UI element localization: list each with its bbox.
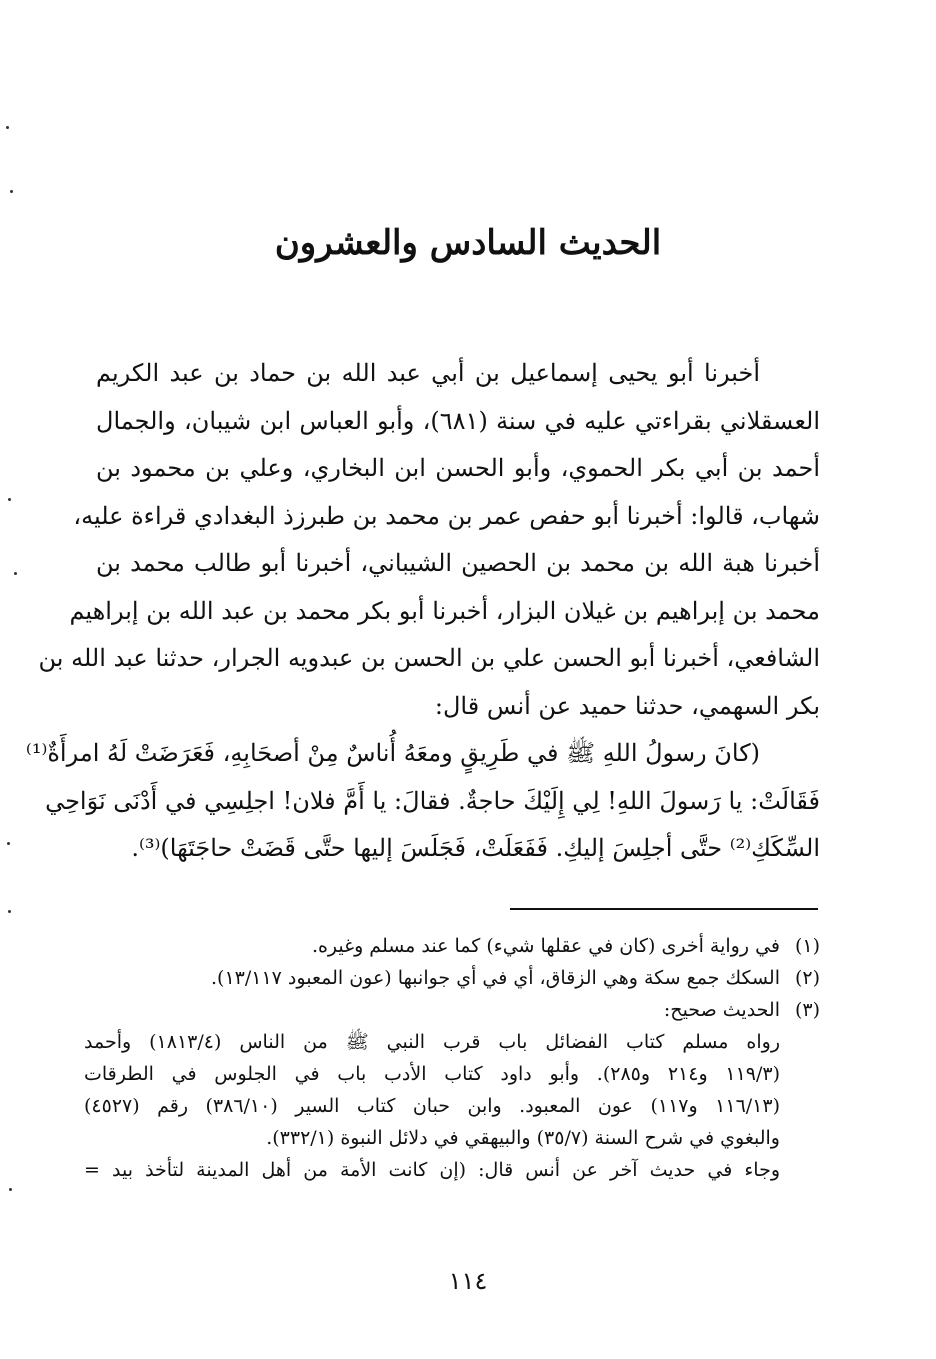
scan-speck (7, 842, 10, 845)
footnote-text: الحديث صحيح: (663, 999, 780, 1021)
text-line: بكر السهمي، حدثنا حميد عن أنس قال: (434, 691, 820, 720)
text-line: أحمد بن أبي بكر الحموي، وأبو الحسن ابن البخاري، وعلي بن محمود بن (96, 454, 820, 482)
footnote-number: (٣) (794, 999, 820, 1021)
hadith-line: (كانَ رسولُ اللهِ ﷺ في طَرِيقٍ ومعَهُ أُناسٌ مِنْ أصحَابِهِ، فَعَرَضَتْ لَهُ امرأَةٌ⁽¹⁾ (25, 739, 760, 767)
scan-speck (10, 190, 13, 193)
footnote-3 (84, 994, 820, 1026)
chapter-title: الحديث السادس والعشرون (274, 223, 662, 263)
text-line: أخبرنا هبة الله بن محمد بن الحصين الشيباني، أخبرنا أبو طالب محمد بن (96, 549, 820, 577)
text-line: العسقلاني بقراءتي عليه في سنة (٦٨١)، وأبو العباس ابن شيبان، والجمال (96, 406, 820, 435)
scan-speck (6, 126, 9, 129)
footnote-number: (١) (794, 935, 820, 957)
footnote-number: (٢) (794, 967, 820, 989)
text-line: محمد بن إبراهيم بن غيلان البزار، أخبرنا أبو بكر محمد بن عبد الله بن إبراهيم (69, 596, 820, 625)
text-line: الشافعي، أخبرنا أبو الحسن علي بن الحسن بن عبدويه الجرار، حدثنا عبد الله بن (38, 644, 820, 672)
text-line: شهاب، قالوا: أخبرنا أبو حفص عمر بن محمد بن طبرزذ البغدادي قراءة عليه، (73, 501, 820, 530)
hadith-line: فَقَالَتْ: يا رَسولَ اللهِ! لِي إِلَيْكَ حاجةٌ. فقالَ: يا أَمَّ فلان! اجلِسِي في أَدْنَى نَوَاحِي (45, 786, 820, 815)
footnote-body-line: وجاء في حديث آخر عن أنس قال: (إن كانت الأمة من أهل المدينة لتأخذ بيد = (84, 1159, 780, 1181)
footnote-1 (84, 930, 820, 962)
hadith-line: السِّكَكِ⁽²⁾ حتَّى أجلِسَ إليكِ. فَفَعَلَتْ، فَجَلَسَ إليها حتَّى قَضَتْ حاجَتَهَا)⁽³⁾. (131, 834, 820, 862)
footnote-text: في رواية أخرى (كان في عقلها شيء) كما عند مسلم وغيره. (311, 935, 780, 957)
scan-speck (14, 572, 17, 575)
page-number: ١١٤ (448, 1267, 488, 1295)
scan-speck (9, 1188, 12, 1191)
footnote-text: السكك جمع سكة وهي الزقاق، أي في أي جوانبها (عون المعبود ١٣/١١٧). (211, 967, 780, 989)
footnote-body-line: رواه مسلم كتاب الفضائل باب قرب النبي ﷺ من الناس (١٨١٣/٤) وأحمد (84, 1031, 780, 1053)
footnote-body-line: (١١٦/١٣ و١١٧) عون المعبود. وابن حبان كتاب السير (٣٨٦/١٠) رقم (٤٥٢٧) (84, 1095, 781, 1117)
text-line: أخبرنا أبو يحيى إسماعيل بن أبي عبد الله بن حماد بن عبد الكريم (96, 359, 760, 387)
main-text (25, 350, 820, 873)
scan-speck (8, 498, 11, 501)
scan-speck (8, 910, 11, 913)
footnote-body-line: (١١٩/٣ و٢١٤ و٢٨٥). وأبو داود كتاب الأدب باب في الجلوس في الطرقات (84, 1063, 781, 1085)
footnote-separator (510, 908, 818, 910)
footnote-body-line: والبغوي في شرح السنة (٣٥/٧) والبيهقي في دلائل النبوة (٣٣٢/١). (266, 1127, 780, 1149)
footnote-2 (84, 962, 820, 994)
footnotes (84, 930, 820, 1186)
